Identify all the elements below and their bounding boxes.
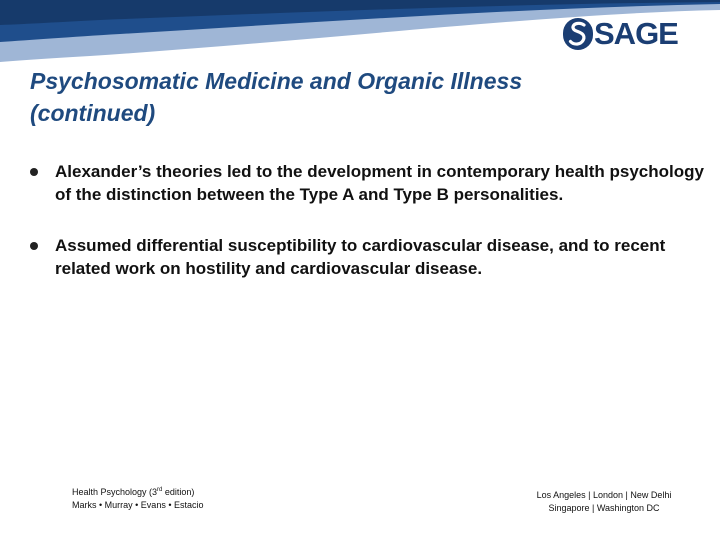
bullet-item [30, 160, 710, 206]
slide-title-line1: Psychosomatic Medicine and Organic Illness [30, 68, 523, 94]
footer-locations-line1: Los Angeles | London | New Delhi [536, 490, 672, 500]
bullet-item [30, 234, 710, 280]
bullet-text: Assumed differential susceptibility to cardiovascular disease, and to recent related work on hostility and cardiovascular disease. [55, 236, 666, 278]
bullet-text: Alexander’s theories led to the development in contemporary health psychology of the distinction between the Type A and Type B personalities. [55, 162, 704, 204]
sage-logo-text: SAGE [594, 16, 678, 51]
bullet-dot-icon [30, 168, 38, 176]
footer-authors: Marks • Murray • Evans • Estacio [72, 500, 204, 510]
slide-title [30, 65, 670, 129]
footer-locations [490, 489, 718, 515]
sage-s-icon [563, 16, 593, 52]
footer-book-title [72, 486, 203, 499]
footer-book-info [72, 486, 203, 512]
edition-suffix: edition) [162, 487, 195, 497]
sage-logo [563, 16, 678, 52]
bullet-dot-icon [30, 242, 38, 250]
footer-locations-line2: Singapore | Washington DC [548, 503, 660, 513]
book-title-text: Health Psychology (3 [72, 487, 158, 497]
bullet-list [30, 160, 710, 308]
edition-superscript: rd [157, 487, 163, 493]
slide-title-line2: (continued) [30, 100, 156, 126]
